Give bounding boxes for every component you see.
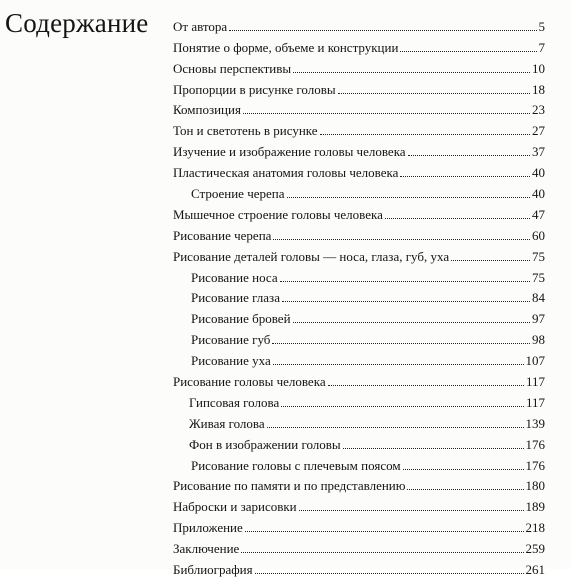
toc-subentry — [173, 327, 545, 348]
toc-entry-title: Мышечное строение головы человека — [173, 206, 383, 222]
toc-heading: Содержание — [5, 8, 149, 38]
toc-entry-page: 176 — [525, 436, 545, 452]
toc-entry-page: 75 — [532, 248, 545, 264]
toc-entry — [173, 118, 545, 139]
toc-subentry — [173, 432, 545, 453]
dot-leader — [229, 30, 536, 31]
toc-entry-title: Рисование бровей — [191, 311, 291, 327]
toc-entry-page: 47 — [532, 206, 545, 222]
dot-leader — [287, 197, 530, 198]
toc-entry — [173, 494, 545, 515]
dot-leader — [320, 134, 530, 135]
toc-subentry — [173, 411, 545, 432]
dot-leader — [267, 427, 524, 428]
dot-leader — [243, 113, 530, 114]
toc-entry-title: Гипсовая голова — [189, 394, 280, 410]
toc-entry — [173, 56, 545, 77]
toc-entry-title: Пластическая анатомия головы человека — [173, 165, 399, 181]
toc-entry-page: 176 — [525, 457, 545, 473]
toc-entry-page: 107 — [525, 353, 545, 369]
toc-entry — [173, 14, 545, 35]
toc-entry — [173, 515, 545, 536]
dot-leader — [272, 343, 530, 344]
toc-entry-page: 10 — [532, 60, 545, 76]
toc-entry — [173, 139, 545, 160]
dot-leader — [400, 176, 530, 177]
toc-entry-page: 23 — [532, 102, 545, 118]
toc-subentry — [173, 286, 545, 307]
dot-leader — [273, 364, 524, 365]
toc-entry-title: Библиография — [173, 562, 253, 578]
toc-entry — [173, 244, 545, 265]
table-of-contents — [173, 14, 545, 578]
toc-entry-page: 97 — [532, 311, 545, 327]
dot-leader — [451, 260, 530, 261]
toc-entry-page: 180 — [525, 478, 545, 494]
toc-subentry — [173, 390, 545, 411]
toc-entry-title: Рисование головы человека — [173, 374, 326, 390]
dot-leader — [400, 51, 536, 52]
dot-leader — [273, 239, 530, 240]
toc-entry-title: Рисование уха — [191, 353, 271, 369]
toc-entry — [173, 557, 545, 578]
dot-leader — [343, 448, 524, 449]
dot-leader — [281, 406, 524, 407]
toc-entry-page: 18 — [532, 81, 545, 97]
toc-entry-page: 84 — [532, 290, 545, 306]
toc-entry — [173, 536, 545, 557]
toc-entry-page: 75 — [532, 269, 545, 285]
toc-entry — [173, 202, 545, 223]
toc-entry-title: Понятие о форме, объеме и конструкции — [173, 39, 399, 55]
toc-entry-title: Изучение и изображение головы человека — [173, 144, 406, 160]
toc-entry-page: 27 — [532, 123, 545, 139]
toc-entry-title: Рисование носа — [191, 269, 278, 285]
toc-entry — [173, 369, 545, 390]
toc-subentry — [173, 265, 545, 286]
toc-entry-page: 117 — [525, 394, 545, 410]
toc-entry-title: Фон в изображении головы — [189, 436, 341, 452]
dot-leader — [328, 385, 524, 386]
dot-leader — [282, 301, 530, 302]
toc-entry-page: 60 — [532, 227, 545, 243]
toc-entry-title: Пропорции в рисунке головы — [173, 81, 336, 97]
dot-leader — [403, 469, 524, 470]
toc-subentry — [173, 181, 545, 202]
toc-entry — [173, 98, 545, 119]
toc-entry-title: Рисование деталей головы — носа, глаза, губ, уха — [173, 248, 450, 264]
toc-entry-title: Живая голова — [189, 415, 265, 431]
toc-entry-title: Рисование губ — [191, 332, 271, 348]
dot-leader — [293, 322, 530, 323]
toc-entry-title: Рисование черепа — [173, 227, 272, 243]
toc-entry-page: 7 — [538, 39, 545, 55]
toc-entry — [173, 160, 545, 181]
toc-entry-page: 40 — [532, 165, 545, 181]
dot-leader — [293, 72, 530, 73]
toc-entry-page: 37 — [532, 144, 545, 160]
toc-entry-title: Тон и светотень в рисунке — [173, 123, 318, 139]
toc-entry-page: 98 — [532, 332, 545, 348]
toc-entry — [173, 474, 545, 495]
toc-entry-page: 218 — [525, 520, 545, 536]
toc-entry-title: От автора — [173, 18, 228, 34]
dot-leader — [280, 281, 530, 282]
toc-subentry — [173, 306, 545, 327]
dot-leader — [255, 573, 524, 574]
dot-leader — [385, 218, 530, 219]
toc-entry — [173, 77, 545, 98]
toc-subentry — [173, 453, 545, 474]
toc-entry-title: Рисование по памяти и по представлению — [173, 478, 406, 494]
dot-leader — [245, 531, 524, 532]
toc-entry-page: 189 — [525, 499, 545, 515]
dot-leader — [241, 552, 523, 553]
dot-leader — [338, 93, 530, 94]
toc-entry-page: 117 — [525, 374, 545, 390]
toc-entry-title: Заключение — [173, 541, 240, 557]
dot-leader — [299, 510, 524, 511]
toc-entry-page: 261 — [525, 562, 545, 578]
toc-entry-title: Строение черепа — [191, 186, 285, 202]
dot-leader — [408, 155, 530, 156]
toc-entry-title: Рисование глаза — [191, 290, 280, 306]
dot-leader — [407, 489, 523, 490]
toc-entry — [173, 35, 545, 56]
toc-entry — [173, 223, 545, 244]
toc-entry-title: Рисование головы с плечевым поясом — [191, 457, 401, 473]
toc-entry-title: Композиция — [173, 102, 241, 118]
toc-entry-title: Наброски и зарисовки — [173, 499, 297, 515]
toc-entry-page: 139 — [525, 415, 545, 431]
toc-entry-title: Приложение — [173, 520, 243, 536]
toc-entry-page: 40 — [532, 186, 545, 202]
toc-entry-page: 5 — [538, 18, 545, 34]
toc-entry-page: 259 — [525, 541, 545, 557]
toc-subentry — [173, 348, 545, 369]
toc-entry-title: Основы перспективы — [173, 60, 292, 76]
